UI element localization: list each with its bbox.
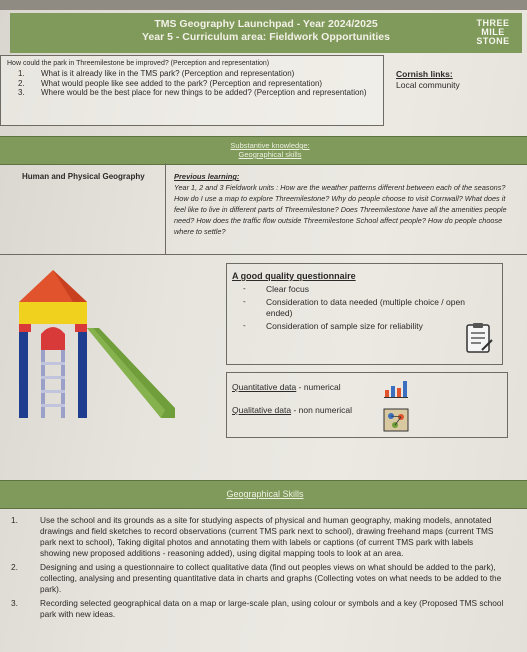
people-map-icon xyxy=(383,408,409,432)
bar-chart-icon xyxy=(383,378,409,398)
bullet-dash: - xyxy=(243,284,246,293)
enquiry-question: 2. What would people like see added to the park? (Perception and representation) xyxy=(18,78,323,88)
substantive-knowledge-label: Substantive knowledge: xyxy=(230,141,310,150)
page-subtitle: Year 5 - Curriculum area: Fieldwork Opportunities xyxy=(142,31,390,43)
geographical-skills-title: Geographical Skills xyxy=(226,489,304,499)
knowledge-bar xyxy=(0,136,527,165)
cornish-links-title: Cornish links: xyxy=(396,69,453,79)
logo-line: STONE xyxy=(476,36,510,46)
previous-learning-text: Year 1, 2 and 3 Fieldwork units : How are the weather patterns different between each of the seasons? How do I use a map to explore Threemilestone? Why do people choose to visit Cornwall? What does it feel like to live in different parts of Threemilestone? Does Threemilestone have all the amenities people need? How does the traffic flow outside Threemilestone School affect people? How do people choose where to settle? xyxy=(174,183,507,236)
questionnaire-box xyxy=(226,263,503,365)
logo-line: THREE xyxy=(476,18,510,28)
geographical-skills-label: Geographical skills xyxy=(238,150,302,159)
cornish-links-value: Local community xyxy=(396,80,460,90)
logo-line: MILE xyxy=(481,27,505,37)
enquiry-question-box xyxy=(0,55,384,126)
enquiry-question: 3. Where would be the best place for new things to be added? (Perception and representation) xyxy=(18,88,367,97)
hpg-label: Human and Physical Geography xyxy=(22,172,145,181)
list-item: - Consideration of sample size for reliability xyxy=(243,321,423,331)
enquiry-heading: How could the park in Threemilestone be improved? (Perception and representation) xyxy=(7,60,270,67)
list-item: 1. Use the school and its grounds as a site for studying aspects of physical and human geography, making models, annotated drawings and field sketches to record observations (current TMS park next to school), drawing freehand maps (current TMS park next to school), Taking digital photos and annotating them with labels or captions (of current TMS park with labels showing new proposed additions - reasoning added), using digital mapping tools to look at an area. xyxy=(11,515,494,558)
list-item: 3. Recording selected geographical data on a map or large-scale plan, using colour or symbols and a key (Proposed TMS school park with new ideas. xyxy=(11,598,504,619)
bullet-dash: - xyxy=(243,321,246,330)
list-item: - Clear focus xyxy=(243,284,309,294)
data-types-box xyxy=(226,372,508,438)
clipboard-checklist-icon xyxy=(465,322,493,354)
questionnaire-criteria xyxy=(239,284,491,334)
enquiry-question: 1. What is it already like in the TMS park? (Perception and representation) xyxy=(18,69,295,78)
previous-learning-cell xyxy=(166,163,527,255)
quantitative-data: Quantitative data - numerical xyxy=(232,382,341,392)
playground-slide-illustration xyxy=(15,270,185,430)
geographical-skills-bar xyxy=(0,480,527,509)
questionnaire-title: A good quality questionnaire xyxy=(232,271,356,281)
cornish-links xyxy=(396,69,460,91)
header-banner xyxy=(10,13,522,53)
geographical-skills-list xyxy=(0,515,505,623)
bullet-dash: - xyxy=(243,297,246,306)
threemilestone-logo xyxy=(474,19,512,46)
list-item: 2. Designing and using a questionnaire to collect qualitative data (find out peoples views on what should be added to the park), collecting, analysing and presenting quantitative data in charts and graphs (Collecting votes on what needs to be added to the park). xyxy=(11,562,502,594)
list-item: - Consideration to data needed (multiple choice / open ended) xyxy=(243,297,465,318)
enquiry-questions xyxy=(7,69,377,98)
photo-edge xyxy=(0,0,527,10)
qualitative-data: Qualitative data - non numerical xyxy=(232,405,353,415)
previous-learning-title: Previous learning: xyxy=(174,172,240,181)
page-title: TMS Geography Launchpad - Year 2024/2025 xyxy=(154,18,378,30)
human-physical-geography-cell xyxy=(0,163,166,255)
